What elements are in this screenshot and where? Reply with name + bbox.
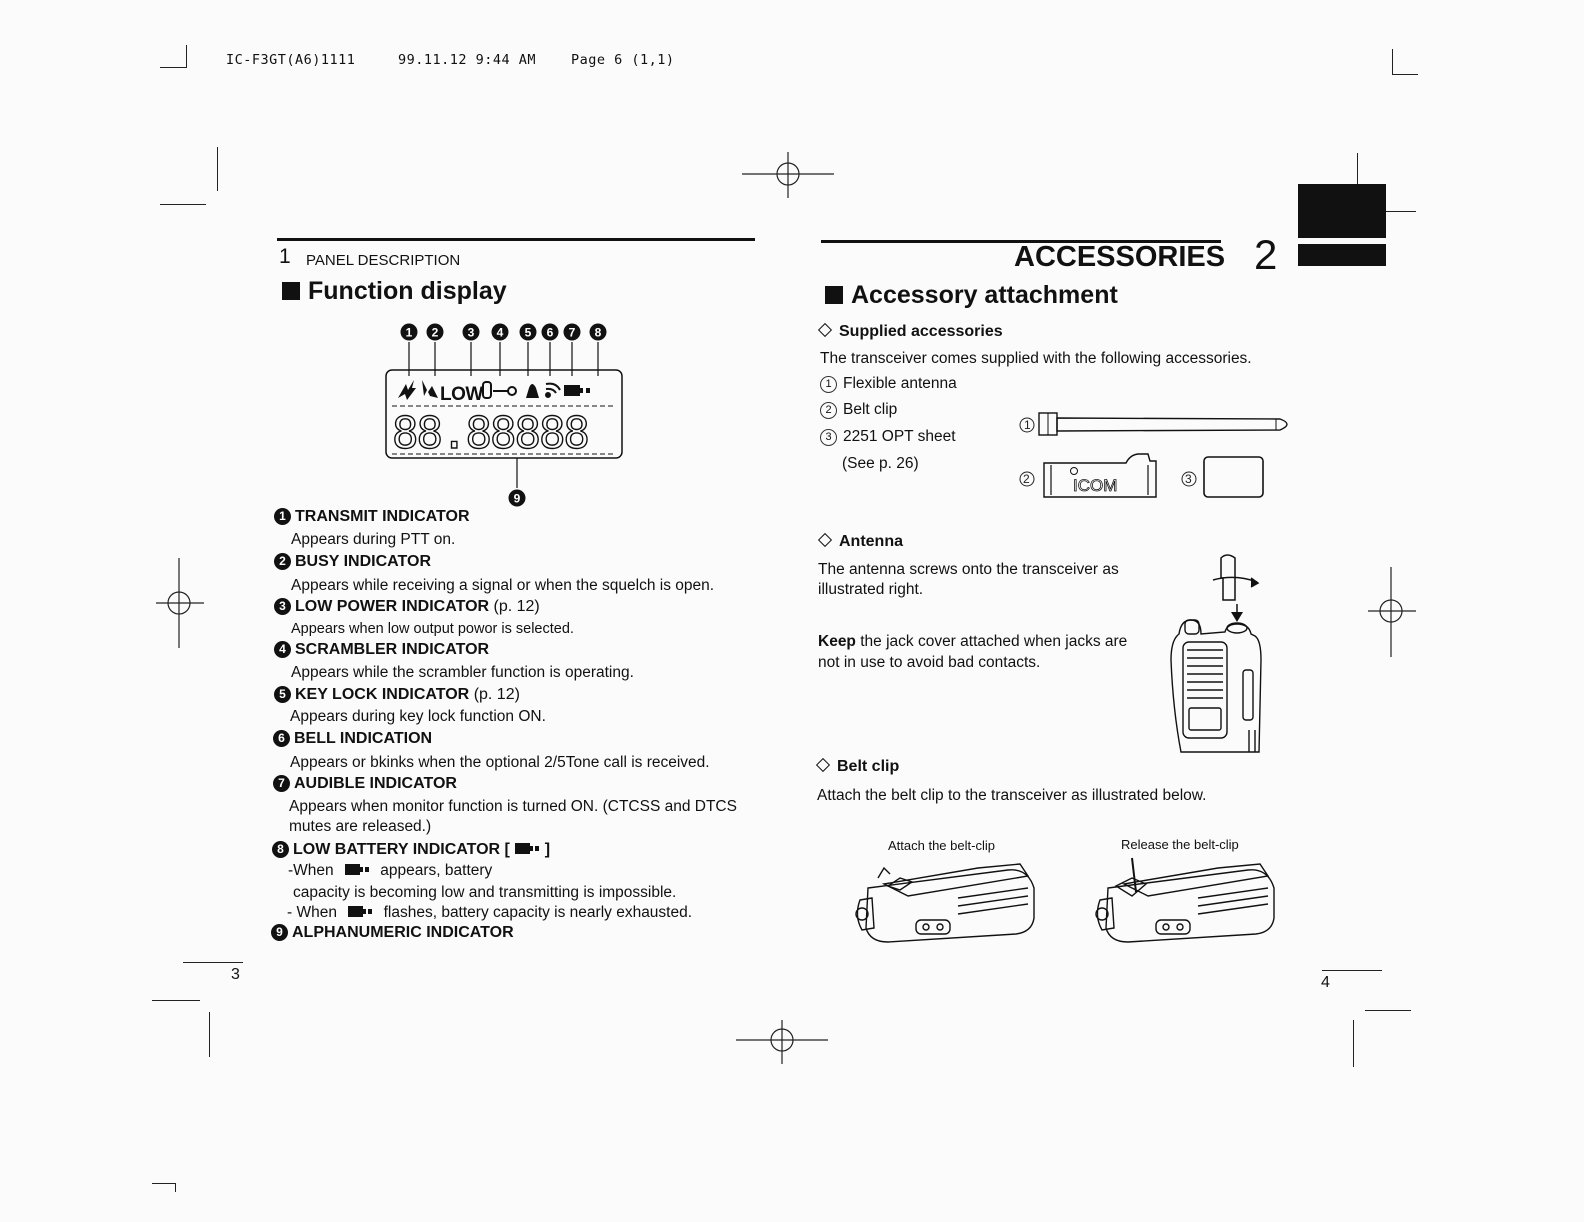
attach-belt-clip-illustration <box>848 858 1040 948</box>
svg-text:1: 1 <box>1024 418 1031 432</box>
indicator-2-desc: Appears while receiving a signal or when the squelch is open. <box>291 577 715 594</box>
indicator-1-title: 1 TRANSMIT INDICATOR <box>274 508 470 526</box>
caption-release: Release the belt-clip <box>1121 837 1239 852</box>
section-title: PANEL DESCRIPTION <box>306 252 461 269</box>
keep-text-line1: Keep the jack cover attached when jacks are <box>818 633 1128 650</box>
section-number: 1 <box>279 245 291 268</box>
heading-square-icon <box>282 282 300 300</box>
diamond-icon <box>818 323 832 337</box>
lcd-callout-2: 2 <box>431 325 439 340</box>
antenna-text-line1: The antenna screws onto the transceiver as <box>818 561 1119 578</box>
print-datetime: 99.11.12 9:44 AM <box>398 52 537 68</box>
indicator-2-title: 2 BUSY INDICATOR <box>274 553 431 571</box>
indicator-7-title: 7 AUDIBLE INDICATOR <box>273 775 457 793</box>
lcd-callout-3: 3 <box>467 325 475 340</box>
chapter-title: ACCESSORIES <box>1014 241 1226 273</box>
lcd-callout-7: 7 <box>568 325 576 340</box>
page-number-left: 3 <box>231 966 240 983</box>
indicator-6-desc: Appears or bkinks when the optional 2/5Tone call is received. <box>290 754 710 771</box>
subheading-belt-clip: Belt clip <box>814 758 899 776</box>
accessories-illustration <box>1014 405 1304 505</box>
svg-text:ICOM: ICOM <box>1073 476 1118 495</box>
indicator-9-title: 9 ALPHANUMERIC INDICATOR <box>271 924 514 942</box>
lcd-callout-1: 1 <box>405 325 413 340</box>
heading-square-icon <box>825 286 843 304</box>
lcd-callout-5: 5 <box>524 325 532 340</box>
keep-text-line2: not in use to avoid bad contacts. <box>818 654 1041 671</box>
top-rule-left <box>277 238 755 241</box>
antenna-drawing <box>1039 413 1287 435</box>
lcd-illustration <box>380 318 630 510</box>
heading-function-display: Function display <box>282 277 507 306</box>
supplied-item-3: 3 2251 OPT sheet <box>820 428 956 446</box>
chapter-number: 2 <box>1254 231 1278 278</box>
lcd-callout-6: 6 <box>546 325 554 340</box>
supplied-item-1: 1 Flexible antenna <box>820 375 957 393</box>
indicator-5-title: 5 KEY LOCK INDICATOR (p. 12) <box>274 686 520 704</box>
registration-mark-bottom <box>734 1018 830 1068</box>
heading-accessory-attachment: Accessory attachment <box>825 281 1118 310</box>
indicator-6-title: 6 BELL INDICATION <box>273 730 432 748</box>
subheading-supplied: Supplied accessories <box>816 323 1003 341</box>
section-tab <box>1298 184 1386 238</box>
indicator-1-desc: Appears during PTT on. <box>291 531 456 548</box>
release-belt-clip-illustration <box>1088 856 1280 948</box>
indicator-7-desc-line2: mutes are released.) <box>289 818 432 835</box>
antenna-text-line2: illustrated right. <box>818 581 924 598</box>
indicator-4-desc: Appears while the scrambler function is operating. <box>291 664 634 681</box>
low-battery-line2: capacity is becoming low and transmitting is impossible. <box>293 884 677 901</box>
indicator-4-title: 4 SCRAMBLER INDICATOR <box>274 641 489 659</box>
belt-clip-text: Attach the belt clip to the transceiver as illustrated below. <box>817 787 1207 804</box>
lcd-callout-8: 8 <box>594 325 602 340</box>
diamond-icon <box>816 758 830 772</box>
diamond-icon <box>818 533 832 547</box>
indicator-8-title: 8 LOW BATTERY INDICATOR [ ] <box>272 841 550 859</box>
lcd-callout-9: 9 <box>513 491 521 506</box>
indicator-3-title: 3 LOW POWER INDICATOR (p. 12) <box>274 598 540 616</box>
battery-icon <box>347 905 373 918</box>
lcd-low-text: LOW <box>440 384 483 405</box>
supplied-item-2: 2 Belt clip <box>820 401 897 419</box>
svg-text:3: 3 <box>1185 472 1192 486</box>
section-tab-lower <box>1298 244 1386 266</box>
print-page-info: Page 6 (1,1) <box>571 52 675 68</box>
subheading-antenna: Antenna <box>816 533 903 551</box>
indicator-5-desc: Appears during key lock function ON. <box>290 708 546 725</box>
lcd-digits: 88.88888 <box>392 408 588 459</box>
indicator-7-desc-line1: Appears when monitor function is turned ON. (CTCSS and DTCS <box>289 798 737 815</box>
battery-icon <box>344 863 370 876</box>
svg-text:2: 2 <box>1023 472 1030 486</box>
print-slug: IC-F3GT(A6)1111 <box>226 52 356 68</box>
low-battery-line1: -When appears, battery <box>288 862 493 879</box>
registration-mark-left <box>154 556 206 650</box>
supplied-intro: The transceiver comes supplied with the following accessories. <box>820 350 1252 367</box>
opt-sheet-drawing <box>1204 457 1263 497</box>
page-number-right: 4 <box>1321 974 1330 991</box>
indicator-3-desc: Appears when low output powor is selected. <box>291 621 574 637</box>
radio-antenna-illustration <box>1165 550 1270 755</box>
lcd-callout-4: 4 <box>496 325 504 340</box>
supplied-see-ref: (See p. 26) <box>842 455 919 472</box>
registration-mark-right <box>1366 565 1418 659</box>
low-battery-line3: - When flashes, battery capacity is nearly exhausted. <box>287 904 693 921</box>
registration-mark-top <box>740 150 836 200</box>
belt-clip-drawing <box>1044 454 1156 497</box>
caption-attach: Attach the belt-clip <box>888 838 995 853</box>
battery-icon <box>514 842 540 855</box>
